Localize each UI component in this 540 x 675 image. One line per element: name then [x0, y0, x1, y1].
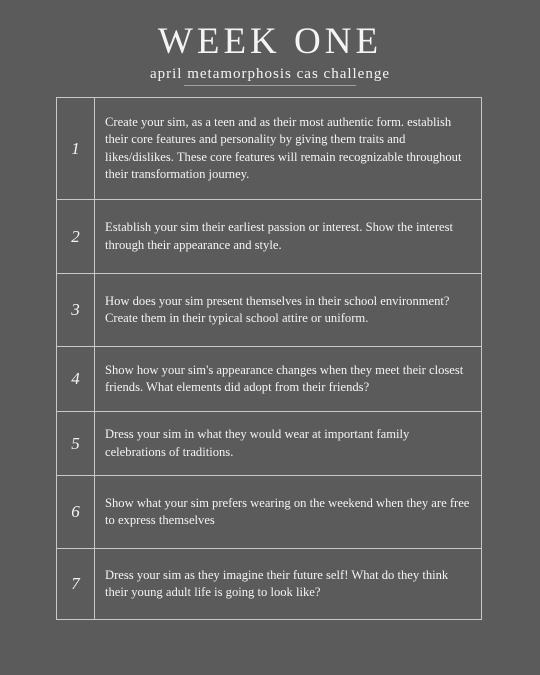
row-text-content: Establish your sim their earliest passion or interest. Show the interest through their appearance and style.	[105, 220, 454, 252]
row-text-content: How does your sim present themselves in their school environment? Create them in their typical school attire or uniform.	[105, 293, 450, 325]
subtitle-underline	[184, 85, 356, 86]
row-number: 3	[57, 274, 95, 346]
table-row	[57, 548, 481, 619]
row-text	[105, 98, 471, 199]
row-text-content: Dress your sim in what they would wear at important family celebrations of traditions.	[105, 427, 410, 459]
table-row	[57, 273, 481, 346]
table-row	[57, 475, 481, 548]
row-text	[105, 274, 471, 346]
table-row	[57, 199, 481, 273]
row-text-content: Show how your sim's appearance changes when they meet their closest friends. What elements did adopt from their friends?	[105, 362, 464, 394]
row-text	[105, 200, 471, 273]
table-row	[57, 98, 481, 199]
row-number: 6	[57, 476, 95, 548]
row-text-content: Create your sim, as a teen and as their most authentic form. establish their core features and personality by giving them traits and likes/dislikes. These core features will remain recognizable throughout their transformation journey.	[105, 114, 462, 181]
row-text	[105, 476, 471, 548]
challenge-table	[56, 97, 482, 620]
row-number: 2	[57, 200, 95, 273]
row-number: 5	[57, 412, 95, 475]
row-text	[105, 549, 471, 619]
row-text	[105, 347, 471, 411]
row-number: 7	[57, 549, 95, 619]
page-subtitle: april metamorphosis cas challenge	[149, 66, 390, 82]
row-text-content: Show what your sim prefers wearing on the weekend when they are free to express themselves	[105, 495, 470, 527]
row-text	[105, 412, 471, 475]
row-number: 1	[57, 98, 95, 199]
row-number: 4	[57, 347, 95, 411]
page-title: WEEK ONE	[157, 21, 383, 62]
table-row	[57, 346, 481, 411]
row-text-content: Dress your sim as they imagine their future self! What do they think their young adult life is going to look like?	[105, 567, 449, 599]
table-row	[57, 411, 481, 475]
